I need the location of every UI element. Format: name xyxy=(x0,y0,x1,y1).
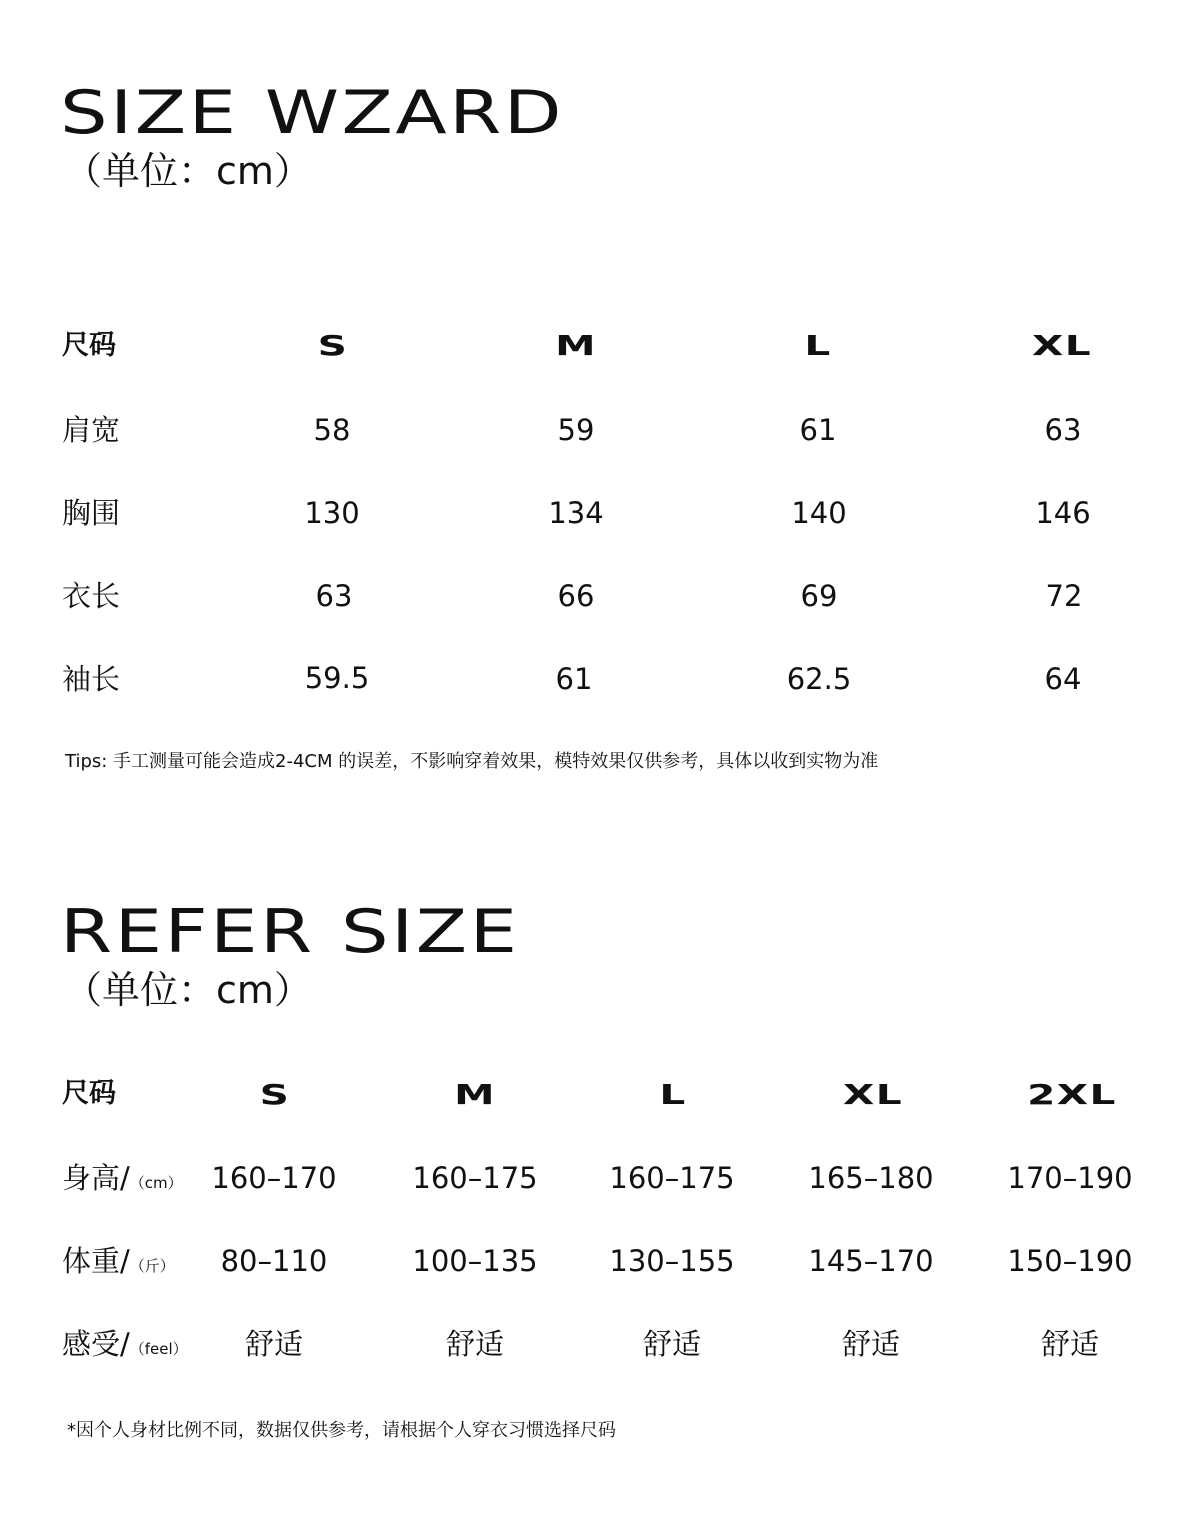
table-cell: 63 xyxy=(1044,413,1082,447)
table-cell: 66 xyxy=(557,579,595,613)
table-cell: 170–190 xyxy=(1007,1161,1133,1195)
table-cell: 舒适 xyxy=(244,1327,303,1361)
table-cell: 100–135 xyxy=(412,1244,538,1278)
table-cell: 舒适 xyxy=(642,1327,701,1361)
table-cell: 160–175 xyxy=(412,1161,538,1195)
table-cell: 61 xyxy=(799,413,837,447)
refer-size-size-m: M xyxy=(454,1078,496,1111)
table-cell: 160–175 xyxy=(609,1161,735,1195)
table-cell: 130 xyxy=(304,496,360,530)
row-label-feel xyxy=(62,1327,188,1361)
row-label-feel-unit: （feel） xyxy=(129,1340,188,1358)
table-cell: 59.5 xyxy=(304,661,370,695)
row-label-shoulder: 肩宽 xyxy=(62,413,121,447)
table-cell: 72 xyxy=(1045,579,1083,613)
table-cell: 140 xyxy=(791,496,847,530)
table-cell: 63 xyxy=(315,579,353,613)
row-label-weight xyxy=(62,1244,175,1278)
table-cell: 145–170 xyxy=(808,1244,934,1278)
table-cell: 134 xyxy=(548,496,604,530)
row-label-height-text: 身高/ xyxy=(62,1161,130,1195)
table-cell: 舒适 xyxy=(1040,1327,1099,1361)
table-cell: 150–190 xyxy=(1007,1244,1133,1278)
size-wizard-size-m: M xyxy=(555,329,597,362)
table-cell: 61 xyxy=(555,662,593,696)
table-cell: 80–110 xyxy=(220,1244,328,1278)
table-cell: 146 xyxy=(1035,496,1091,530)
table-cell: 64 xyxy=(1044,662,1082,696)
row-label-length: 衣长 xyxy=(62,579,121,613)
size-wizard-header-label: 尺码 xyxy=(62,330,116,361)
row-label-weight-unit: （斤） xyxy=(129,1257,175,1275)
refer-size-title: REFER SIZE xyxy=(60,897,520,967)
size-wizard-size-s: S xyxy=(317,329,349,362)
size-wizard-unit: （单位：cm） xyxy=(64,149,312,193)
table-cell: 165–180 xyxy=(808,1161,934,1195)
row-label-feel-text: 感受/ xyxy=(62,1327,130,1361)
row-label-weight-text: 体重/ xyxy=(62,1244,130,1278)
table-cell: 59 xyxy=(557,413,595,447)
table-cell: 58 xyxy=(313,413,351,447)
refer-size-size-2xl: 2XL xyxy=(1027,1078,1117,1111)
refer-size-note: *因个人身材比例不同，数据仅供参考，请根据个人穿衣习惯选择尺码 xyxy=(67,1420,616,1441)
size-wizard-title: SIZE WZARD xyxy=(60,78,565,148)
table-cell: 69 xyxy=(800,579,838,613)
refer-size-unit: （单位：cm） xyxy=(64,968,312,1012)
refer-size-size-xl: XL xyxy=(842,1078,904,1111)
row-label-sleeve: 袖长 xyxy=(62,662,121,696)
refer-size-size-l: L xyxy=(659,1078,687,1111)
table-cell: 舒适 xyxy=(841,1327,900,1361)
table-cell: 160–170 xyxy=(211,1161,337,1195)
size-wizard-tips: Tips: 手工测量可能会造成2-4CM 的误差，不影响穿着效果，模特效果仅供参考，具体以收到实物为准 xyxy=(65,751,879,772)
row-label-height-unit: （cm） xyxy=(129,1174,183,1192)
size-wizard-size-xl: XL xyxy=(1031,329,1093,362)
table-cell: 舒适 xyxy=(445,1327,504,1361)
refer-size-size-s: S xyxy=(259,1078,291,1111)
size-wizard-size-l: L xyxy=(804,329,832,362)
table-cell: 130–155 xyxy=(609,1244,735,1278)
refer-size-header-label: 尺码 xyxy=(62,1078,116,1109)
row-label-height xyxy=(62,1161,183,1195)
row-label-chest: 胸围 xyxy=(62,496,121,530)
table-cell: 62.5 xyxy=(786,662,852,696)
